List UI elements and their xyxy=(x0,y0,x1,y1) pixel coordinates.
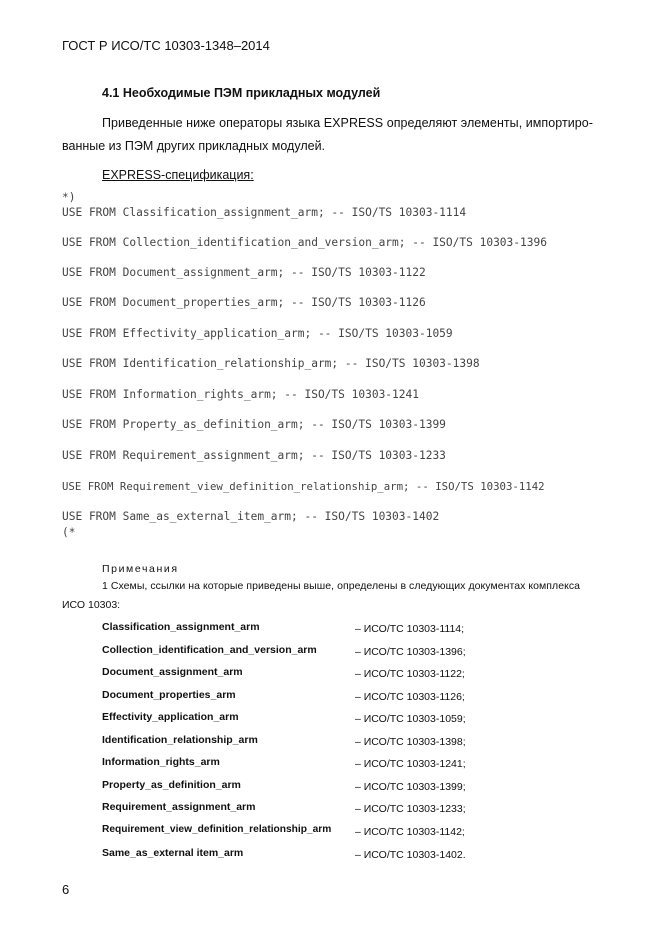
code-line: USE FROM Same_as_external_item_arm; -- ISO/TS 10303-1402 xyxy=(62,510,440,523)
code-line: USE FROM Requirement_assignment_arm; -- ISO/TS 10303-1233 xyxy=(62,449,446,462)
reference-document: – ИСО/ТС 10303-1241; xyxy=(355,758,466,770)
reference-document: – ИСО/ТС 10303-1114; xyxy=(355,623,465,635)
code-line: USE FROM Classification_assignment_arm; -- ISO/TS 10303-1114 xyxy=(62,206,467,219)
reference-name: Same_as_external item_arm xyxy=(102,847,244,859)
express-spec-label-text: EXPRESS-спецификация xyxy=(102,168,251,182)
intro-paragraph-line-2: ванные из ПЭМ других прикладных модулей. xyxy=(62,139,326,153)
section-title: 4.1 Необходимые ПЭМ прикладных модулей xyxy=(102,86,381,100)
code-line: USE FROM Document_assignment_arm; -- ISO/TS 10303-1122 xyxy=(62,266,426,279)
code-line: USE FROM Collection_identification_and_version_arm; -- ISO/TS 10303-1396 xyxy=(62,236,547,249)
comment-close: (* xyxy=(62,526,76,539)
code-line: USE FROM Property_as_definition_arm; -- ISO/TS 10303-1399 xyxy=(62,418,446,431)
note-text-line-1: 1 Схемы, ссылки на которые приведены выше, определены в следующих документах комплекса xyxy=(102,580,581,592)
reference-document: – ИСО/ТС 10303-1059; xyxy=(355,713,466,725)
reference-name: Effectivity_application_arm xyxy=(102,711,239,723)
reference-name: Information_rights_arm xyxy=(102,756,220,768)
reference-document: – ИСО/ТС 10303-1398; xyxy=(355,736,466,748)
reference-document: – ИСО/ТС 10303-1399; xyxy=(355,781,466,793)
reference-name: Identification_relationship_arm xyxy=(102,734,258,746)
reference-name: Document_properties_arm xyxy=(102,689,236,701)
reference-document: – ИСО/ТС 10303-1126; xyxy=(355,691,465,703)
reference-name: Property_as_definition_arm xyxy=(102,779,241,791)
reference-name: Document_assignment_arm xyxy=(102,666,243,678)
reference-name: Requirement_assignment_arm xyxy=(102,801,256,813)
code-line: USE FROM Effectivity_application_arm; -- ISO/TS 10303-1059 xyxy=(62,327,453,340)
express-spec-label xyxy=(102,168,254,182)
code-line: USE FROM Requirement_view_definition_relationship_arm; -- ISO/TS 10303-1142 xyxy=(62,480,545,493)
reference-document: – ИСО/ТС 10303-1396; xyxy=(355,646,466,658)
note-text-line-2: ИСО 10303: xyxy=(62,599,121,611)
express-spec-label-colon: : xyxy=(250,168,254,182)
reference-document: – ИСО/ТС 10303-1122; xyxy=(355,668,465,680)
intro-paragraph-line-1: Приведенные ниже операторы языка EXPRESS определяют элементы, импортиро- xyxy=(102,116,593,130)
comment-open: *) xyxy=(62,191,76,204)
document-header: ГОСТ Р ИСО/ТС 10303-1348–2014 xyxy=(62,38,270,53)
notes-heading: Примечания xyxy=(102,563,179,575)
reference-name: Requirement_view_definition_relationship_arm xyxy=(102,824,332,835)
page-number: 6 xyxy=(62,882,70,897)
reference-document: – ИСО/ТС 10303-1233; xyxy=(355,803,466,815)
code-line: USE FROM Identification_relationship_arm; -- ISO/TS 10303-1398 xyxy=(62,357,480,370)
reference-name: Classification_assignment_arm xyxy=(102,621,260,633)
reference-document: – ИСО/ТС 10303-1402. xyxy=(355,849,466,861)
code-line: USE FROM Information_rights_arm; -- ISO/TS 10303-1241 xyxy=(62,388,419,401)
code-line: USE FROM Document_properties_arm; -- ISO/TS 10303-1126 xyxy=(62,296,426,309)
reference-document: – ИСО/ТС 10303-1142; xyxy=(355,826,465,838)
reference-name: Collection_identification_and_version_arm xyxy=(102,644,317,656)
